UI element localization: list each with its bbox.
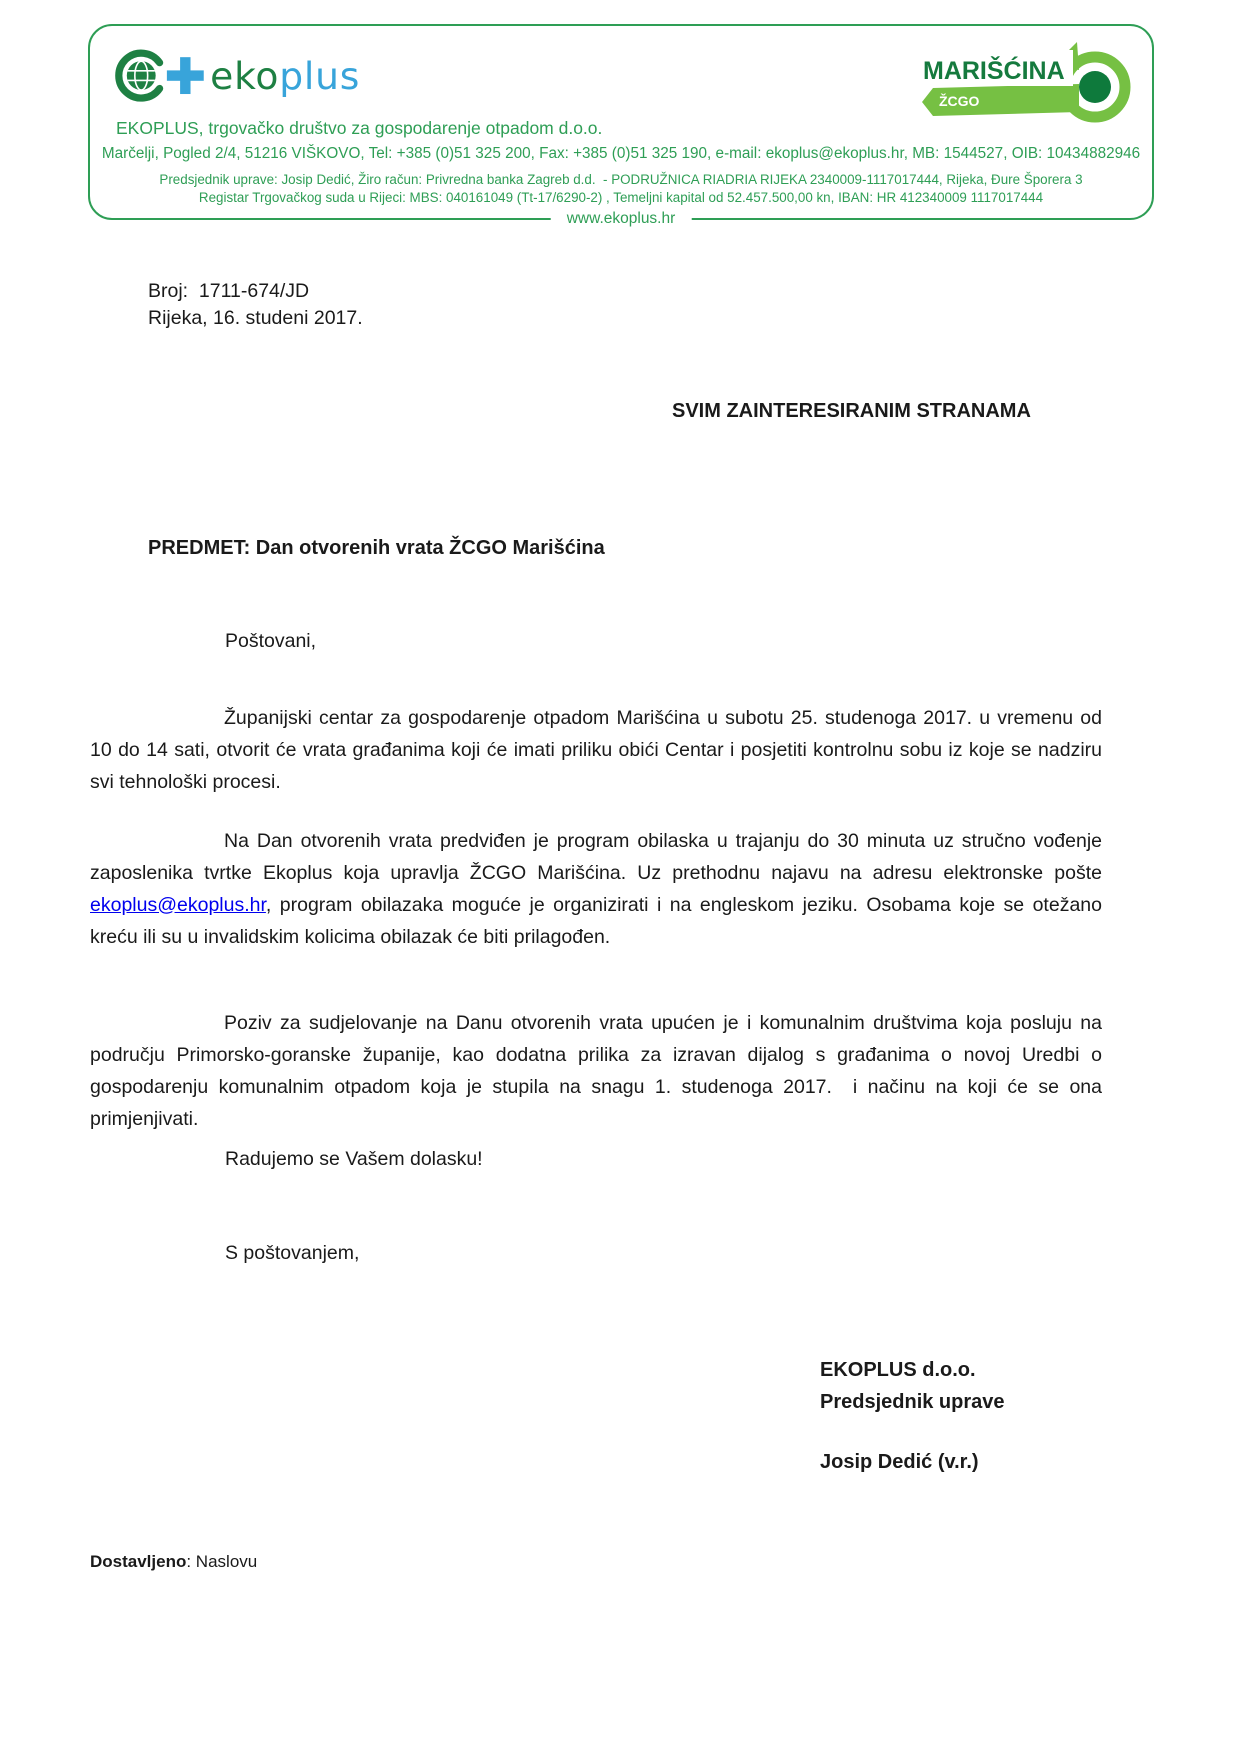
registry-info-line: Registar Trgovačkog suda u Rijeci: MBS: 040161049 (Tt-17/6290-2) , Temeljni kapital od 52.457.500,00 kn, IBAN: HR 412340009 1117017444 (198, 190, 1044, 205)
reference-block (148, 278, 363, 332)
salutation: Poštovani, (225, 630, 317, 652)
closing-line: Radujemo se Vašem dolasku! (225, 1148, 483, 1170)
signature-company: EKOPLUS d.o.o. (820, 1359, 976, 1381)
delivered-to-line (90, 1552, 257, 1572)
email-link[interactable]: ekoplus@ekoplus.hr (90, 893, 266, 916)
paragraph-3: Poziv za sudjelovanje na Danu otvorenih vrata upućen je i komunalnim društvima koja posluju na području Primorsko-goranske županije, kao dodatna prilika za izravan dijalog s građanima o novoj Uredbi o gospodarenju komunalnim otpadom koja je stupila na snagu 1. studenoga 2017. i načinu na koji će se ona primjenjivati. (90, 1011, 1108, 1130)
recipient-line: SVIM ZAINTERESIRANIM STRANAMA (672, 400, 1031, 422)
place-and-date: Rijeka, 16. studeni 2017. (148, 307, 363, 329)
mariscina-title: MARIŠĆINA (923, 57, 1065, 85)
mariscina-badge: ŽCGO (939, 93, 980, 109)
signature-block (820, 1354, 1005, 1478)
letterhead (88, 24, 1154, 227)
svg-text:ekoplus (210, 54, 360, 98)
paragraph-2 (90, 825, 1102, 953)
ekoplus-logo-icon (114, 36, 372, 116)
website-url: www.ekoplus.hr (551, 210, 692, 228)
board-info-line: Predsjednik uprave: Josip Dedić, Žiro račun: Privredna banka Zagreb d.d. - PODRUŽNICA RIADRIA RIJEKA 2340009-1117017444, Rijeka, Đure Šporera 3 (159, 172, 1083, 187)
paragraph-2-before: Na Dan otvorenih vrata predviđen je program obilaska u trajanju do 30 minuta uz stručno vođenje zaposlenika tvrtke Ekoplus koja upravlja ŽCGO Marišćina. Uz prethodnu najavu na adresu elektronske pošte (90, 829, 1102, 884)
mariscina-zcgo-logo-icon (919, 40, 1134, 135)
subject-line: PREDMET: Dan otvorenih vrata ŽCGO Marišćina (148, 537, 605, 559)
company-name-line: EKOPLUS, trgovačko društvo za gospodarenje otpadom d.o.o. (116, 118, 603, 138)
logo-text-plus: plus (279, 54, 361, 99)
address-line: Marčelji, Pogled 2/4, 51216 VIŠKOVO, Tel: +385 (0)51 325 200, Fax: +385 (0)51 325 190, e-mail: ekoplus@ekoplus.hr, MB: 1544527, OIB: 10434882946 (101, 145, 1141, 162)
paragraph-1: Županijski centar za gospodarenje otpadom Marišćina u subotu 25. studenoga 2017. u vremenu od 10 do 14 sati, otvorit će vrata građanima koji će imati priliku obići Centar i posjetiti kontrolnu sobu iz koje se nadziru svi tehnološki procesi. (90, 706, 1102, 793)
delivered-label: Dostavljeno (90, 1552, 187, 1571)
delivered-value: : Naslovu (186, 1552, 258, 1571)
logo-text-eko: eko (210, 54, 280, 99)
signature-name: Josip Dedić (v.r.) (820, 1451, 979, 1473)
paragraph-2-after: , program obilazaka moguće je organizirati i na engleskom jeziku. Osobama koje se otežano kreću ili su u invalidskim kolicima obilazak će biti prilagođen. (90, 893, 1102, 948)
valediction: S poštovanjem, (225, 1242, 360, 1264)
reference-number: Broj: 1711-674/JD (148, 280, 310, 302)
signature-role: Predsjednik uprave (820, 1391, 1005, 1413)
